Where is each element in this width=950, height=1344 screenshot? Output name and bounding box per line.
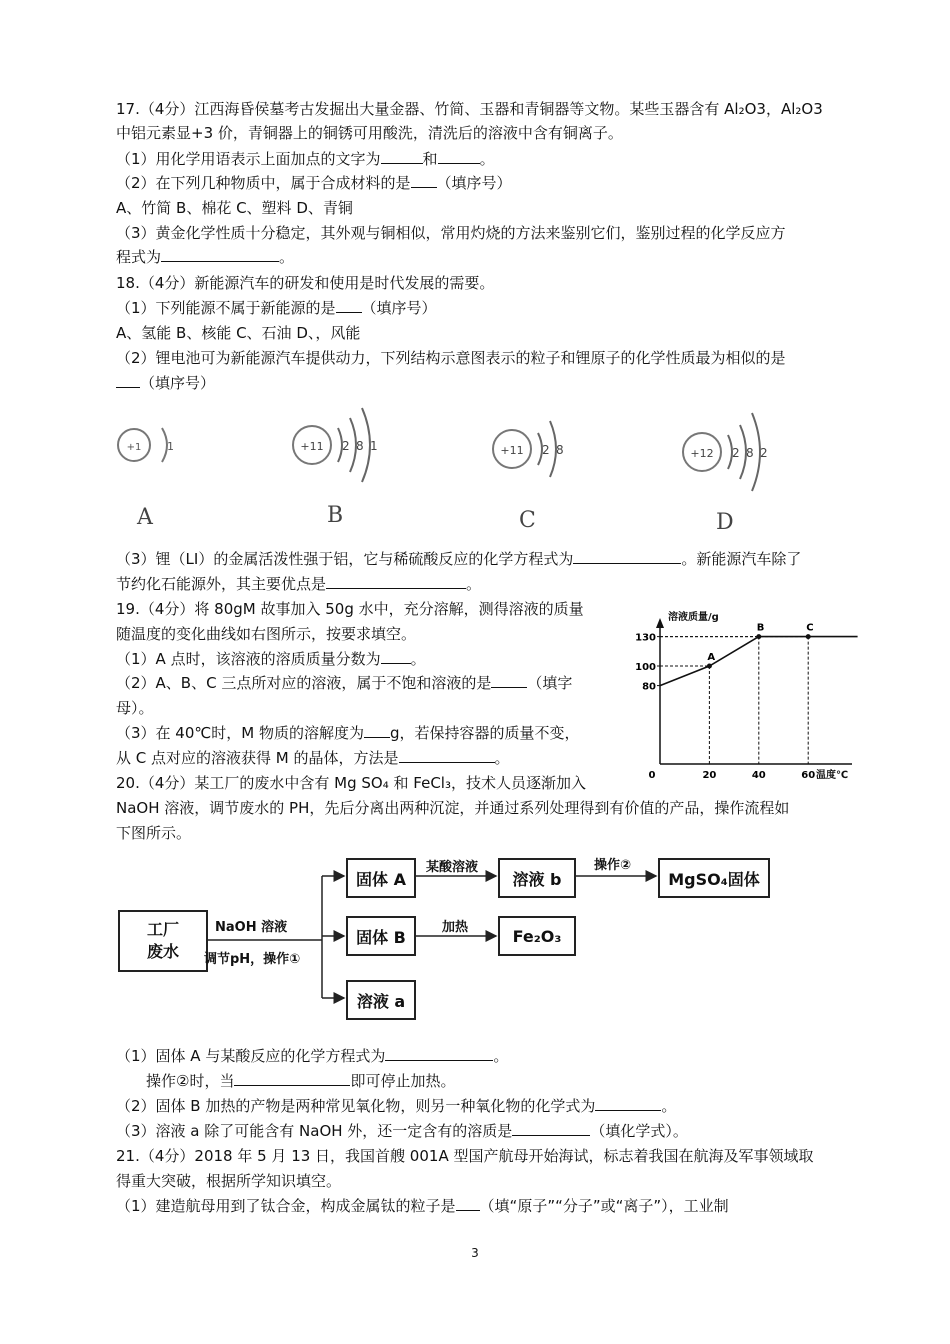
atom-electron-count: 2: [760, 446, 768, 460]
answer-blank: [161, 247, 279, 262]
q17-1-text: （1）用化学用语表示上面加点的文字为: [116, 150, 381, 168]
q18-3-end: 。: [466, 575, 482, 593]
process-flowchart: [112, 848, 812, 1030]
atom-electron-count: 1: [370, 439, 378, 453]
q18-part1: [116, 297, 437, 319]
q18-3-text: （3）锂（LI）的金属活泼性强于铝，它与稀硫酸反应的化学方程式为: [116, 550, 574, 568]
q18-options: A、氢能 B、核能 C、石油 D、，风能: [116, 324, 361, 342]
q20-1-text2: 操作②时，当: [146, 1072, 235, 1090]
atom-electron-count: 2: [542, 443, 550, 457]
q19-part2-line2: 母）。: [116, 699, 154, 717]
solution-mass-chart: [620, 606, 860, 788]
q19-part3-line2: [116, 747, 510, 769]
q21-stem-line1: 21.（4分）2018 年 5 月 13 日，我国首艘 001A 型国产航母开始海试，标志着我国在航海及军事领域取: [116, 1147, 814, 1165]
q19-3-text: （3）在 40℃时，M 物质的溶解度为: [116, 724, 364, 742]
q20-stem-line2: NaOH 溶液，调节废水的 PH，先后分离出两种沉淀，并通过系列处理得到有价值的产品，操作流程如: [116, 799, 790, 817]
q17-3-end: 。: [279, 248, 295, 266]
q17-3-text: 程式为: [116, 248, 162, 266]
q18-1-hint: （填序号）: [361, 299, 437, 317]
atom-electron-count: 8: [556, 443, 564, 457]
q18-part3-line1: [116, 548, 801, 570]
q19-1-text: （1）A 点时，该溶液的溶质质量分数为: [116, 650, 381, 668]
q19-part3-line1: [116, 722, 580, 744]
atom-electron-count: 1: [167, 440, 174, 453]
naoh-label: NaOH 溶液: [215, 920, 288, 935]
q19-2-hint: （填字: [527, 674, 573, 692]
q20-2-end: 。: [661, 1097, 677, 1115]
x-tick-label: 40: [751, 770, 766, 781]
point-label: B: [756, 622, 765, 634]
y-tick-label: 80: [642, 681, 656, 693]
q20-1-text3: 即可停止加热。: [350, 1072, 456, 1090]
answer-blank: [456, 1196, 480, 1211]
q19-3-text2: g，若保持容器的质量不变，: [389, 724, 580, 742]
q20-part1-line1: [116, 1045, 508, 1067]
q20-part2: [116, 1095, 676, 1117]
answer-blank: [234, 1071, 350, 1086]
answer-blank: [336, 298, 362, 313]
atom-label-a: A: [137, 505, 153, 530]
page-number: 3: [471, 1246, 479, 1260]
atom-electron-count: 2: [732, 446, 740, 460]
q21-1-text: （1）建造航母用到了钛合金，构成金属钛的粒子是: [116, 1197, 456, 1215]
atom-diagram-b: [290, 400, 390, 504]
solution-b-box: 溶液 b: [498, 858, 576, 898]
answer-blank: [381, 149, 423, 164]
q19-2-text: （2）A、B、C 三点所对应的溶液，属于不饱和溶液的是: [116, 674, 492, 692]
solid-a-box: 固体 A: [346, 858, 416, 898]
x-tick-label: 0: [648, 770, 656, 781]
q20-part3: [116, 1120, 688, 1142]
q17-1-and: 和: [422, 150, 438, 168]
source-line1: 工厂: [146, 920, 179, 939]
q19-part1: [116, 648, 426, 670]
q17-part1: [116, 148, 495, 170]
chart-canvas: [620, 606, 860, 788]
answer-blank: [573, 549, 681, 564]
x-axis-label: 温度℃: [816, 770, 849, 781]
atom-nucleus-label: +11: [300, 440, 324, 453]
atom-diagram-d: [680, 405, 780, 509]
solid-b-box: 固体 B: [346, 916, 416, 956]
answer-blank: [512, 1121, 590, 1136]
factory-wastewater-box: [118, 910, 208, 972]
atom-nucleus-label: +12: [690, 447, 714, 460]
q18-3-text2: 。新能源汽车除了: [681, 550, 802, 568]
q18-1-text: （1）下列能源不属于新能源的是: [116, 299, 336, 317]
source-line2: 废水: [146, 942, 179, 961]
q19-3-end: 。: [494, 749, 510, 767]
mgso4-solid-box: MgSO₄固体: [658, 858, 770, 898]
answer-blank: [411, 173, 437, 188]
answer-blank: [491, 673, 527, 688]
data-point: [707, 664, 712, 669]
q17-2-text: （2）在下列几种物质中，属于合成材料的是: [116, 174, 411, 192]
atom-diagram-c: [490, 405, 580, 499]
q17-options: A、竹简 B、棉花 C、塑料 D、青铜: [116, 199, 353, 217]
q20-stem-line1: 20.（4分）某工厂的废水中含有 Mg SO₄ 和 FeCl₃，技术人员逐渐加入: [116, 774, 586, 792]
q17-part2: [116, 172, 512, 194]
q17-stem-line2: 中铝元素显+3 价，青铜器上的铜锈可用酸洗，清洗后的溶液中含有铜离子。: [116, 124, 623, 142]
heat-label: 加热: [442, 920, 469, 935]
atom-nucleus-label: +11: [500, 444, 524, 457]
atom-label-d: D: [716, 510, 734, 535]
fe2o3-box: Fe₂O₃: [498, 916, 576, 956]
q20-2-text: （2）固体 B 加热的产物是两种常见氧化物，则另一种氧化物的化学式为: [116, 1097, 596, 1115]
atom-label-b: B: [327, 503, 344, 528]
solution-a-box: 溶液 a: [346, 980, 416, 1020]
q17-part3-line2: [116, 246, 294, 268]
q19-stem-line1: 19.（4分）将 80gM 故事加入 50g 水中，充分溶解，测得溶液的质量: [116, 600, 584, 618]
x-tick-label: 60: [801, 770, 816, 781]
answer-blank: [385, 1046, 493, 1061]
q21-1-hint: （填“原子”“分子”或“离子”），工业制: [479, 1197, 729, 1215]
answer-blank: [326, 574, 466, 589]
atom-label-c: C: [519, 508, 536, 533]
q18-2-hint: （填序号）: [140, 374, 216, 392]
atom-diagram-a: [112, 420, 192, 484]
atom-electron-count: 2: [342, 439, 350, 453]
q18-part2-line1: （2）锂电池可为新能源汽车提供动力，下列结构示意图表示的粒子和锂原子的化学性质最为相似的是: [116, 349, 786, 367]
q21-part1: [116, 1195, 729, 1217]
q20-1-text: （1）固体 A 与某酸反应的化学方程式为: [116, 1047, 386, 1065]
acid-label: 某酸溶液: [426, 860, 479, 875]
point-label: A: [707, 652, 716, 663]
point-label: C: [806, 622, 814, 634]
atom-nucleus-label: +1: [126, 442, 142, 453]
atom-electron-count: 8: [356, 439, 364, 453]
q17-2-hint: （填序号）: [436, 174, 512, 192]
q20-3-text: （3）溶液 a 除了可能含有 NaOH 外，还一定含有的溶质是: [116, 1122, 513, 1140]
data-point: [806, 634, 811, 639]
q21-stem-line2: 得重大突破，根据所学知识填空。: [116, 1172, 342, 1190]
y-axis-arrow: [656, 618, 664, 628]
q19-stem-line2: 随温度的变化曲线如右图所示，按要求填空。: [116, 625, 417, 643]
answer-blank: [381, 649, 411, 664]
q17-part3-line1: （3）黄金化学性质十分稳定，其外观与铜相似，常用灼烧的方法来鉴别它们，鉴别过程的化学反应方: [116, 224, 786, 242]
answer-blank: [399, 748, 495, 763]
q18-part2-line2: [116, 372, 215, 394]
q20-3-hint: （填化学式）。: [590, 1122, 688, 1140]
q20-1-end: 。: [493, 1047, 509, 1065]
q20-stem-line3: 下图所示。: [116, 824, 192, 842]
y-tick-label: 100: [635, 662, 656, 673]
answer-blank: [438, 149, 480, 164]
operation-2-label: 操作②: [594, 858, 632, 873]
q19-3-text3: 从 C 点对应的溶液获得 M 的晶体，方法是: [116, 749, 399, 767]
answer-blank: [595, 1096, 661, 1111]
adjust-ph-label: 调节pH，操作①: [204, 952, 301, 967]
q18-3-text3: 节约化石能源外，其主要优点是: [116, 575, 327, 593]
answer-blank: [364, 723, 390, 738]
atom-electron-count: 8: [746, 446, 754, 460]
q17-1-end: 。: [479, 150, 495, 168]
x-tick-label: 20: [702, 770, 717, 781]
q18-part3-line2: [116, 573, 481, 595]
answer-blank: [116, 373, 140, 388]
q19-part2-line1: [116, 672, 572, 694]
y-axis-label: 溶液质量/g: [668, 612, 719, 623]
q20-part1-line2: [146, 1070, 455, 1092]
q17-stem-line1: 17.（4分）江西海昏侯墓考古发掘出大量金器、竹简、玉器和青铜器等文物。某些玉器含有 Al₂O3，Al₂O3: [116, 100, 823, 118]
y-tick-label: 130: [635, 632, 656, 644]
q19-1-end: 。: [410, 650, 426, 668]
q18-stem: 18.（4分）新能源汽车的研发和使用是时代发展的需要。: [116, 274, 495, 292]
